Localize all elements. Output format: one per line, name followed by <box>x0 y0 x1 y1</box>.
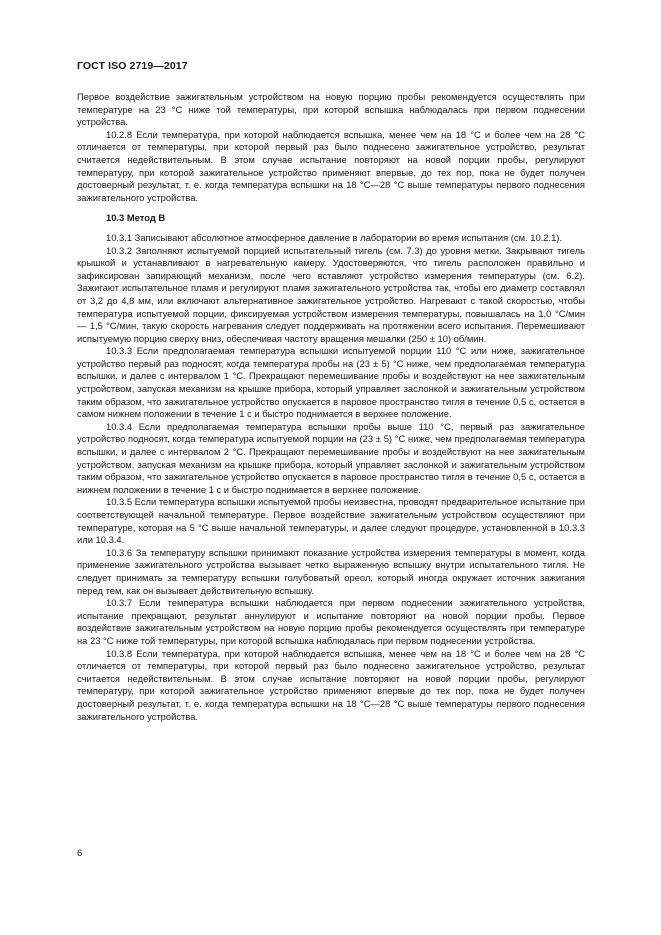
paragraph-10-2-8: 10.2.8 Если температура, при которой наблюдается вспышка, менее чем на 18 °С и более чем на 28 °С отличается от температуры, при которой первый раз было поднесено зажигательное устройство, результат считается недействительным. В этом случае испытание повторяют на новой порции пробы, регулируют температуру, при которой зажигательное устройство применяют впервые, до тех пор, пока не будет получен достоверный результат, т. е. когда температура вспышки на 18 °С—28 °С выше температуры первого поднесения зажигательного устройства. <box>77 128 585 203</box>
paragraph-10-3-4: 10.3.4 Если предполагаемая температура вспышки пробы выше 110 °С, первый раз зажигательное устройство подносят, когда температура испытуемой порции на (23 ± 5) °С ниже, чем предполагаемая температура вспышки, и далее с интервалом 2 °С. Прекращают перемешивание пробы и воздействуют на нее зажигательным устройством, запуская механизм на крышке прибора, который управляет заслонкой и зажигательным устройством таким образом, что зажигательное устройство опускается в паровое пространство тигля в течение 0,5 с, остается в нижнем положении в течение 1 с и быстро поднимается в верхнее положение. <box>77 420 585 495</box>
paragraph-10-3-6: 10.3.6 За температуру вспышки принимают показание устройства измерения температуры в момент, когда применение зажигательного устройства вызывает четко выраженную вспышку внутри испытательного тигля. Не следует принимать за температуру вспышки голубоватый ореол, который иногда окружает источник зажигания перед тем, как он вызывает действительную вспышку. <box>77 546 585 596</box>
paragraph-10-3-2: 10.3.2 Заполняют испытуемой порцией испытательный тигель (см. 7.3) до уровня метки. Закрывают тигель крышкой и устанавливают в нагревательную камеру. Удостоверяются, что тигель расположен правильно и зафиксирован запирающий механизм, после чего вставляют устройство измерения температуры (см. 6.2). Зажигают испытательное пламя и регулируют пламя зажигательного устройства так, чтобы его диаметр составлял от 3,2 до 4,8 мм, или включают альтернативное зажигательное устройство. Нагревают с такой скоростью, чтобы температура испытуемой порции, фиксируемая устройством измерения температуры, повышалась на 1,0 °С/мин — 1,5 °С/мин, такую скорость нагревания следует поддерживать на протяжении всего испытания. Перемешивают испытуемую порцию сверху вниз, обеспечивая частоту вращения мешалки (250 ± 10) об/мин. <box>77 244 585 344</box>
page-number: 6 <box>77 847 83 858</box>
paragraph-10-3-8: 10.3.8 Если температура, при которой наблюдается вспышка, менее чем на 18 °С и более чем на 28 °С отличается от температуры, при которой первый раз было поднесено зажигательное устройство, результат считается недействительным. В этом случае испытание повторяют на новой порции пробы, регулируют температуру, при которой зажигательное устройство применяют впервые до тех пор, пока не будет получен достоверный результат, т. е. когда температура вспышки на 18 °С—28 °С выше температуры первого поднесения зажигательного устройства. <box>77 647 585 722</box>
document-header: ГОСТ ISO 2719—2017 <box>77 60 188 72</box>
paragraph-10-3-5: 10.3.5 Если температура вспышки испытуемой пробы неизвестна, проводят предварительное испытание при соответствующей начальной температуре. Первое воздействие зажигательным устройством осуществляют при температуре, которая на 5 °С выше начальной температуры, и далее следуют процедуре, установленной в 10.3.3 или 10.3.4. <box>77 496 585 546</box>
paragraph-10-3-1: 10.3.1 Записывают абсолютное атмосферное давление в лаборатории во время испытания (см. 10.2.1). <box>106 231 563 243</box>
paragraph-10-3-7: 10.3.7 Если температура вспышки наблюдается при первом поднесении зажигательного устройства, испытание прекращают, результат аннулируют и испытание повторяют на новой порции пробы. Первое воздействие зажигательным устройством на новую порцию пробы рекомендуется осуществлять при температуре на 23 °С ниже той температуры, при которой вспышка наблюдалась при первом поднесении устройства. <box>77 597 585 646</box>
paragraph-10-3-3: 10.3.3 Если предполагаемая температура вспышки испытуемой порции 110 °С или ниже, зажигательное устройство первый раз подносят, когда температура пробы на (23 ± 5) °С ниже, чем предполагаемая температура вспышки, и далее с интервалом 1 °С. Прекращают перемешивание пробы и воздействуют на нее зажигательным устройством, запуская механизм на крышке прибора, который управляет заслонкой и зажигательным устройством таким образом, что зажигательное устройство опускается в паровое пространство тигля в течение 0,5 с, остается в самом нижнем положении в течение 1 с и быстро поднимается в верхнее положение. <box>77 345 585 420</box>
section-heading: 10.3 Метод В <box>106 212 166 224</box>
document-body <box>77 91 585 723</box>
paragraph-continuation: Первое воздействие зажигательным устройством на новую порцию пробы рекомендуется осуществлять при температуре на 23 °С ниже той температуры, при которой вспышка наблюдалась при первом поднесении устройства. <box>77 91 585 128</box>
